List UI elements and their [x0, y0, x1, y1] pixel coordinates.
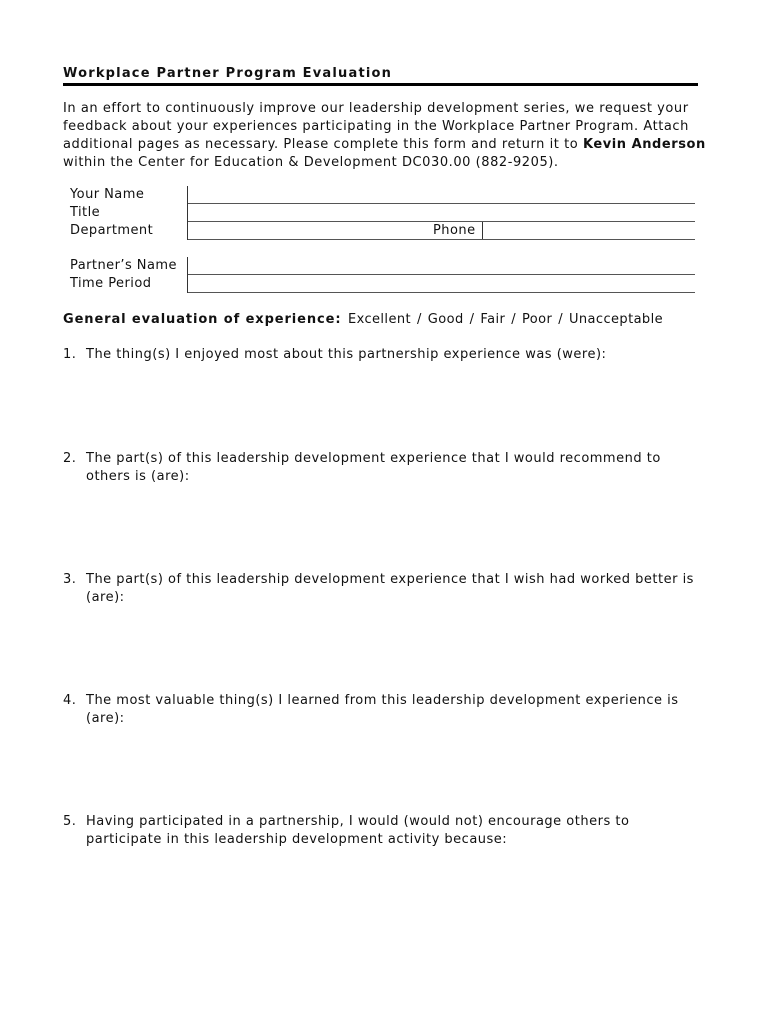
rating-option-poor[interactable]: Poor: [521, 312, 553, 327]
your-name-row: [63, 186, 695, 204]
time-period-label: Time Period: [70, 276, 152, 291]
intro-line-3-text: additional pages as necessary. Please complete this form and return it to: [63, 137, 583, 152]
rating-separator: /: [511, 312, 516, 327]
question-4: [63, 692, 703, 728]
question-2: [63, 450, 703, 486]
department-underline: [188, 239, 695, 240]
question-text-line-1: The most valuable thing(s) I learned from this leadership development experience is: [86, 693, 679, 708]
intro-line-3: [63, 136, 713, 154]
intro-paragraph: [63, 100, 713, 172]
title-row: [63, 204, 695, 222]
question-number: 2.: [63, 451, 77, 466]
question-text-line-2: participate in this leadership development activity because:: [86, 832, 508, 847]
question-number: 4.: [63, 693, 77, 708]
department-row: [63, 222, 695, 240]
intro-line-2: feedback about your experiences participating in the Workplace Partner Program. Attach: [63, 119, 689, 134]
question-text-line-2: (are):: [86, 590, 125, 605]
contact-name: Kevin Anderson: [582, 137, 706, 152]
question-text-line-2: others is (are):: [86, 469, 190, 484]
question-2-answer-area[interactable]: [86, 494, 696, 564]
partners-name-row: [63, 257, 695, 275]
question-1: [63, 346, 703, 364]
rating-option-unacceptable[interactable]: Unacceptable: [569, 312, 663, 327]
question-text-line-1: The part(s) of this leadership development experience that I wish had worked better is: [86, 572, 694, 587]
partner-info-fields: [63, 257, 695, 295]
your-name-field[interactable]: [191, 186, 695, 203]
intro-line-1: In an effort to continuously improve our leadership development series, we request your: [63, 101, 689, 116]
question-text-line-1: Having participated in a partnership, I would (would not) encourage others to: [86, 814, 630, 829]
personal-info-fields: [63, 186, 695, 242]
time-period-field[interactable]: [191, 275, 695, 292]
question-number: 3.: [63, 572, 77, 587]
rating-separator: /: [469, 312, 475, 327]
phone-label: Phone: [433, 223, 476, 238]
partners-name-field[interactable]: [191, 257, 695, 274]
partners-name-label: Partner’s Name: [70, 258, 177, 273]
question-5: [63, 813, 703, 849]
question-5-answer-area[interactable]: [86, 857, 696, 977]
title-field[interactable]: [191, 204, 695, 221]
question-3: [63, 571, 703, 607]
question-4-answer-area[interactable]: [86, 736, 696, 806]
general-evaluation-label: General evaluation of experience:: [63, 312, 342, 327]
time-period-row: [63, 275, 695, 293]
question-1-answer-area[interactable]: [86, 372, 696, 442]
question-text-line-1: The part(s) of this leadership development experience that I would recommend to: [86, 451, 661, 466]
question-number: 1.: [63, 347, 77, 362]
title-label: Title: [70, 205, 101, 220]
time-period-underline: [188, 292, 695, 293]
department-field[interactable]: [191, 222, 445, 239]
your-name-label: Your Name: [70, 187, 145, 202]
rating-separator: /: [416, 312, 422, 327]
question-number: 5.: [63, 814, 77, 829]
question-3-answer-area[interactable]: [86, 615, 696, 685]
question-text-line-1: The thing(s) I enjoyed most about this partnership experience was (were):: [86, 347, 607, 362]
rating-option-fair[interactable]: Fair: [480, 312, 506, 327]
rating-options: [348, 312, 663, 327]
form-title: Workplace Partner Program Evaluation: [63, 66, 393, 81]
department-label: Department: [70, 223, 154, 238]
rating-option-good[interactable]: Good: [427, 312, 464, 327]
title-divider: [63, 83, 698, 86]
phone-divider: [482, 222, 483, 240]
question-text-line-2: (are):: [86, 711, 125, 726]
phone-field[interactable]: [486, 222, 695, 239]
intro-line-4: within the Center for Education & Development DC030.00 (882-9205).: [63, 155, 559, 170]
general-evaluation: [63, 312, 663, 327]
rating-option-excellent[interactable]: Excellent: [348, 312, 411, 327]
rating-separator: /: [558, 312, 563, 327]
